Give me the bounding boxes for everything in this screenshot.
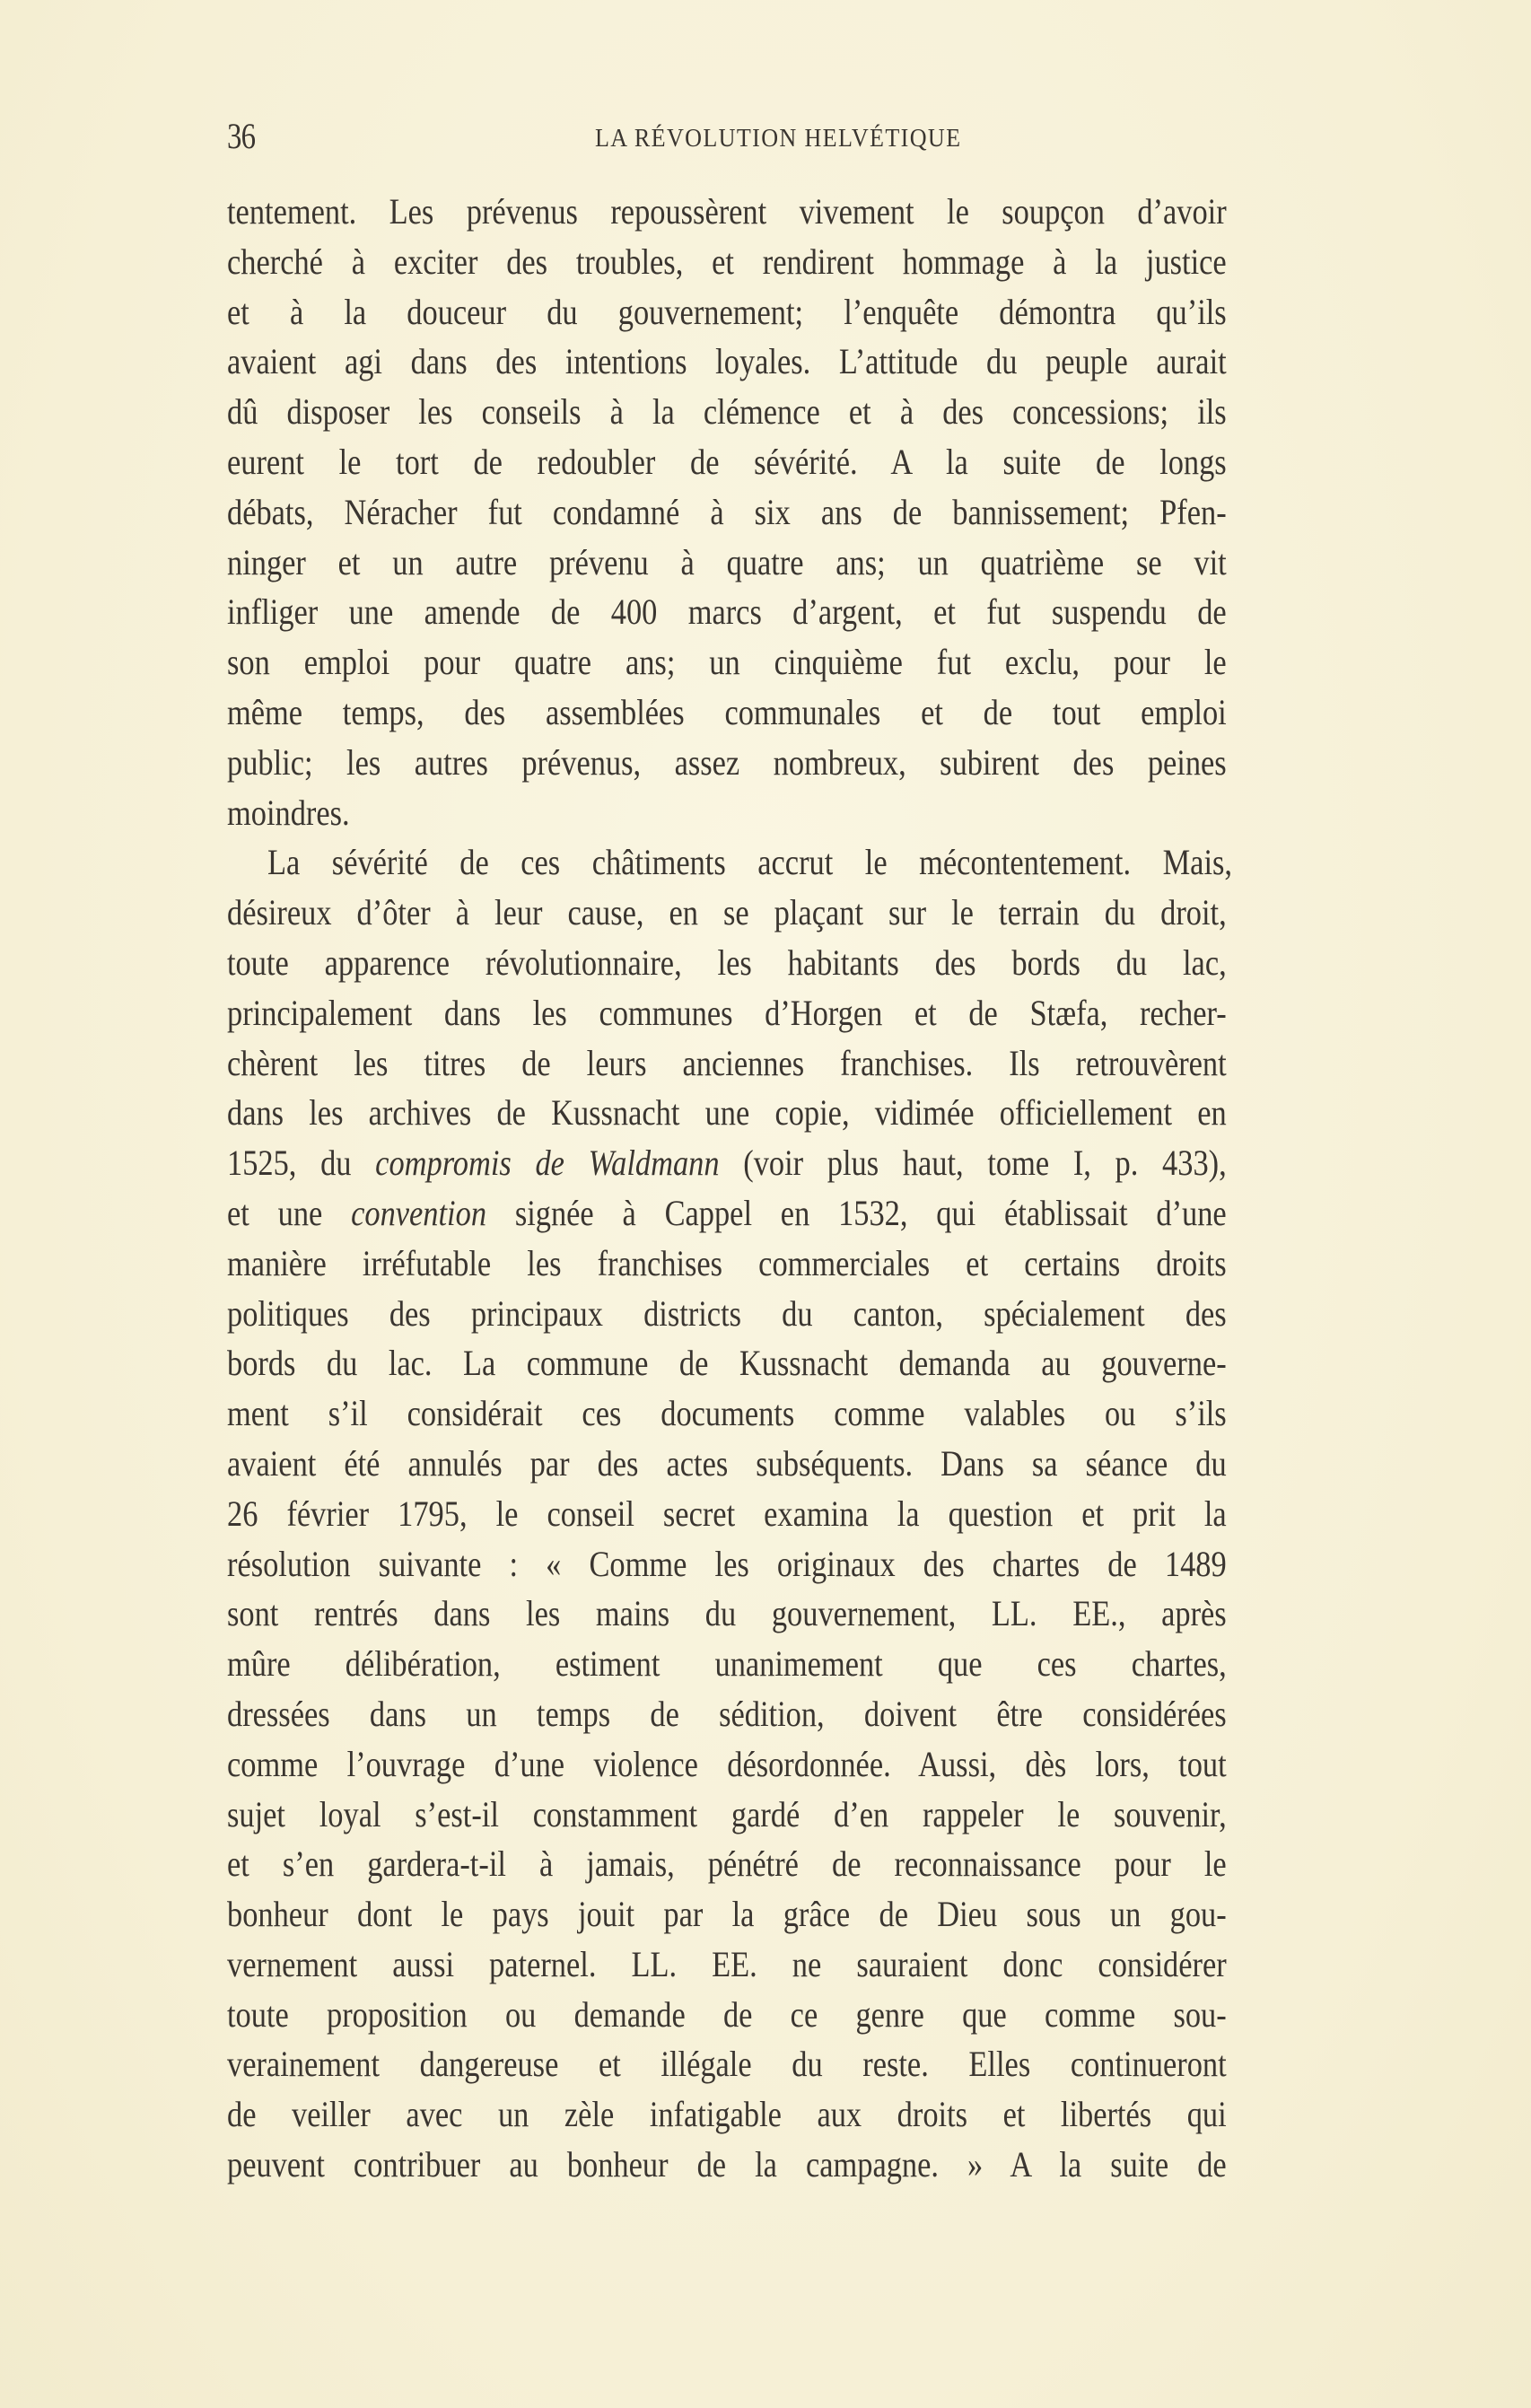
text-line: dans les archives de Kussnacht une copie, vidimée officiellement en xyxy=(227,1092,1227,1134)
running-title: LA RÉVOLUTION HELVÉTIQUE xyxy=(595,124,962,153)
text-line: verainement dangereuse et illégale du reste. Elles continueront xyxy=(227,2044,1227,2085)
text-line: toute proposition ou demande de ce genre que comme sou- xyxy=(227,1993,1227,2035)
text-line: 26 février 1795, le conseil secret examina la question et prit la xyxy=(227,1493,1227,1534)
text-line: dû disposer les conseils à la clémence et à des concessions; ils xyxy=(227,391,1227,433)
italic-phrase: convention xyxy=(351,1192,487,1233)
italic-line: 1525, du compromis de Waldmann (voir plus haut, tome I, p. 433), xyxy=(227,1143,1227,1184)
italic-line: et une convention signée à Cappel en 1532, qui établissait d’une xyxy=(227,1192,1227,1233)
paragraph-start-line: La sévérité de ces châtiments accrut le mécontentement. Mais, xyxy=(267,842,1232,883)
text-line: politiques des principaux districts du canton, spécialement des xyxy=(227,1292,1227,1334)
text-line: comme l’ouvrage d’une violence désordonnée. Aussi, dès lors, tout xyxy=(227,1743,1227,1784)
italic-phrase: compromis de Waldmann xyxy=(375,1143,720,1184)
text-line-with-italic xyxy=(227,1188,1389,1239)
body-text xyxy=(227,187,1389,2190)
page-header xyxy=(227,108,1389,162)
text-line: ment s’il considérait ces documents comme valables ou s’ils xyxy=(227,1393,1227,1434)
text-line: principalement dans les communes d’Horgen et de Stæfa, recher- xyxy=(227,992,1227,1033)
text-line: bonheur dont le pays jouit par la grâce de Dieu sous un gou- xyxy=(227,1894,1227,1935)
text-line-with-italic xyxy=(227,1138,1389,1188)
text-line: de veiller avec un zèle infatigable aux droits et libertés qui xyxy=(227,2094,1227,2135)
text-line: eurent le tort de redoubler de sévérité. A la suite de longs xyxy=(227,441,1227,482)
text-line: et s’en gardera-t-il à jamais, pénétré de reconnaissance pour le xyxy=(227,1843,1227,1885)
text-line: ninger et un autre prévenu à quatre ans; un quatrième se vit xyxy=(227,541,1227,582)
text-line: désireux d’ôter à leur cause, en se plaçant sur le terrain du droit, xyxy=(227,892,1227,933)
text-line: avaient été annulés par des actes subséquents. Dans sa séance du xyxy=(227,1442,1227,1484)
text-line: avaient agi dans des intentions loyales. L’attitude du peuple aurait xyxy=(227,341,1227,382)
text-line: manière irréfutable les franchises commerciales et certains droits xyxy=(227,1242,1227,1283)
text-line: tentement. Les prévenus repoussèrent vivement le soupçon d’avoir xyxy=(227,191,1227,232)
text-line: et à la douceur du gouvernement; l’enquête démontra qu’ils xyxy=(227,291,1227,332)
paragraph-end-line: moindres. xyxy=(227,792,350,833)
text-line: toute apparence révolutionnaire, les habitants des bords du lac, xyxy=(227,941,1227,983)
text-line: sujet loyal s’est-il constamment gardé d’en rappeler le souvenir, xyxy=(227,1793,1227,1834)
text-line: peuvent contribuer au bonheur de la campagne. » A la suite de xyxy=(227,2144,1227,2185)
text-line: même temps, des assemblées communales et de tout emploi xyxy=(227,691,1227,732)
text-line: sont rentrés dans les mains du gouvernement, LL. EE., après xyxy=(227,1593,1227,1634)
text-line: débats, Néracher fut condamné à six ans de bannissement; Pfen- xyxy=(227,491,1227,532)
text-line: cherché à exciter des troubles, et rendirent hommage à la justice xyxy=(227,241,1227,282)
text-line: chèrent les titres de leurs anciennes franchises. Ils retrouvèrent xyxy=(227,1042,1227,1083)
text-line: son emploi pour quatre ans; un cinquième fut exclu, pour le xyxy=(227,642,1227,683)
text-line: résolution suivante : « Comme les originaux des chartes de 1489 xyxy=(227,1543,1227,1584)
text-line: public; les autres prévenus, assez nombreux, subirent des peines xyxy=(227,741,1227,783)
text-line: mûre délibération, estiment unanimement que ces chartes, xyxy=(227,1643,1227,1685)
text-line: bords du lac. La commune de Kussnacht demanda au gouverne- xyxy=(227,1343,1227,1384)
text-line: dressées dans un temps de sédition, doivent être considérées xyxy=(227,1693,1227,1734)
page-number: 36 xyxy=(227,116,256,156)
text-line: infliger une amende de 400 marcs d’argent, et fut suspendu de xyxy=(227,591,1227,633)
text-line: vernement aussi paternel. LL. EE. ne sauraient donc considérer xyxy=(227,1943,1227,1984)
